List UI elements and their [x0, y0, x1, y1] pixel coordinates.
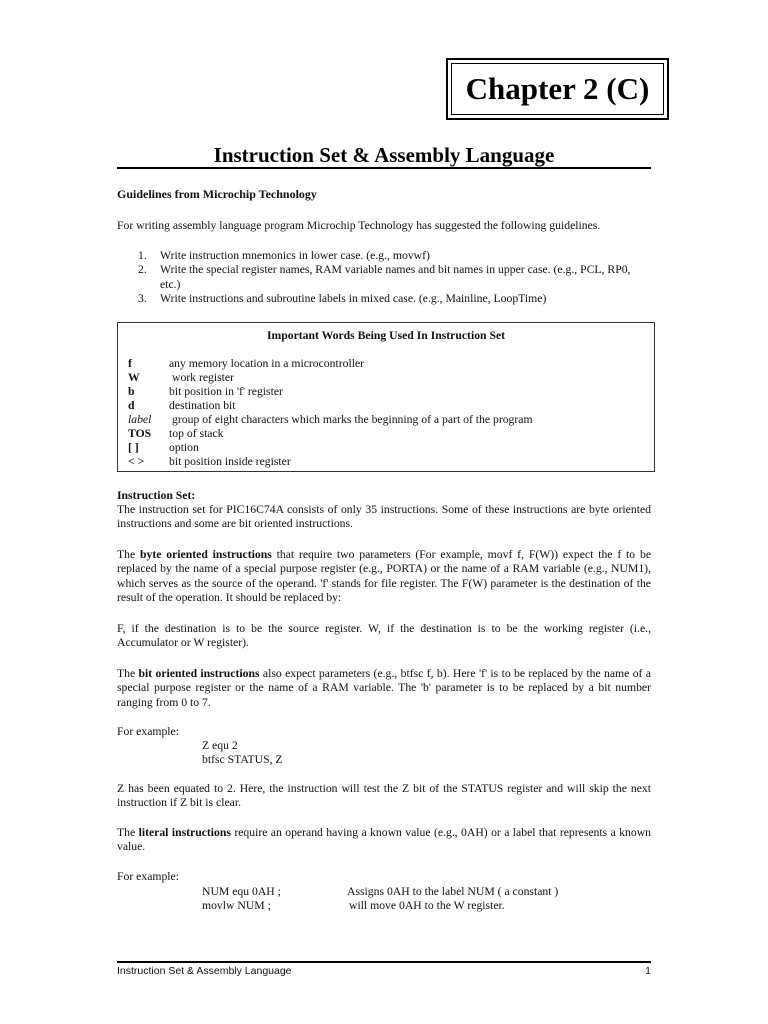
destination-paragraph: F, if the destination is to be the source register. W, if the destination is to be the working register (i.e., Accumulator or W register).: [117, 622, 651, 650]
code-line: movlw NUM ;: [202, 899, 271, 913]
code-row: [117, 885, 651, 899]
example-label: For example:: [117, 725, 179, 738]
list-item-number: 1.: [138, 249, 147, 262]
word-meaning: work register: [172, 371, 234, 384]
paragraph-bold-term: byte oriented instructions: [140, 548, 272, 561]
instruction-set-intro: The instruction set for PIC16C74A consists of only 35 instructions. Some of these instructions are byte oriented instructions and some are bit oriented instructions.: [117, 503, 651, 531]
paragraph-text: The: [117, 826, 139, 839]
word-term: b: [128, 385, 135, 398]
example-label: For example:: [117, 870, 179, 883]
paragraph-text: The: [117, 667, 139, 680]
code-line: NUM equ 0AH ;: [202, 885, 281, 898]
word-row: [128, 441, 648, 455]
word-term: TOS: [128, 427, 152, 440]
title-underline: [117, 167, 651, 169]
literal-paragraph: [117, 826, 651, 855]
word-term: < >: [128, 455, 145, 468]
word-row: [128, 413, 648, 427]
example-explanation: Z has been equated to 2. Here, the instruction will test the Z bit of the STATUS register and will skip the next instruction if Z bit is clear.: [117, 782, 651, 810]
paragraph-text: The: [117, 548, 141, 561]
word-row: [128, 385, 648, 399]
word-meaning: option: [169, 441, 199, 454]
code-example: [202, 739, 283, 768]
list-item-text: Write the special register names, RAM variable names and bit names in upper case. (e.g., PCL, RP0, etc.): [160, 263, 631, 291]
list-item-text: Write instructions and subroutine labels in mixed case. (e.g., Mainline, LoopTime): [160, 291, 547, 305]
code-example: [117, 885, 651, 914]
guidelines-intro: For writing assembly language program Microchip Technology has suggested the following guidelines.: [117, 219, 601, 232]
chapter-box: [446, 58, 669, 120]
word-meaning: bit position in 'f' register: [169, 385, 283, 398]
list-item-number: 3.: [138, 291, 147, 305]
code-line: Z equ 2: [202, 739, 238, 752]
list-item-number: 2.: [138, 263, 147, 277]
footer-title: Instruction Set & Assembly Language: [117, 965, 292, 977]
code-row: [117, 899, 651, 913]
code-comment: Assigns 0AH to the label NUM ( a constant ): [347, 885, 559, 898]
byte-oriented-paragraph: [117, 548, 651, 605]
paragraph-text: that require two parameters (For example, movf f, F(W)) expect the f to be replaced by the name of a special purpose register (e.g., PORTA) or the name of a RAM variable (e.g., NUM1), which serves as the source of the operand. 'f' stands for file register. The F(W) parameter is the destination of the result of the operation. It should be replaced by:: [117, 548, 652, 604]
important-words-box: [117, 322, 655, 472]
word-row: [128, 455, 648, 469]
word-row: [128, 399, 648, 413]
word-row: [128, 427, 648, 441]
guidelines-heading: Guidelines from Microchip Technology: [117, 187, 317, 201]
paragraph-text: require an operand having a known value (e.g., 0AH) or a label that represents a known value.: [117, 826, 651, 854]
paragraph-bold-term: bit oriented instructions: [138, 667, 260, 680]
list-item: [117, 263, 651, 292]
word-meaning: group of eight characters which marks the beginning of a part of the program: [172, 413, 533, 426]
word-term: f: [128, 357, 132, 370]
list-item: [117, 249, 651, 263]
word-meaning: top of stack: [169, 427, 224, 440]
word-meaning: destination bit: [169, 399, 236, 412]
important-words-heading: Important Words Being Used In Instruction Set: [266, 329, 506, 342]
code-line: btfsc STATUS, Z: [202, 753, 283, 767]
word-term: [ ]: [128, 441, 139, 454]
list-item: [117, 292, 651, 306]
instruction-set-heading: Instruction Set:: [117, 489, 196, 502]
bit-oriented-paragraph: [117, 667, 651, 710]
chapter-label: Chapter 2 (C): [451, 63, 664, 115]
word-meaning: bit position inside register: [169, 455, 291, 468]
word-row: [128, 357, 648, 371]
paragraph-bold-term: literal instructions: [138, 826, 231, 839]
important-words-list: [128, 357, 648, 469]
word-term: W: [128, 371, 140, 384]
word-term: d: [128, 399, 135, 412]
code-comment: will move 0AH to the W register.: [349, 899, 505, 913]
list-item-text: Write instruction mnemonics in lower case. (e.g., movwf): [160, 249, 430, 262]
word-meaning: any memory location in a microcontroller: [169, 357, 365, 370]
paragraph-text: also expect parameters (e.g., btfsc f, b). Here 'f' is to be replaced by the name of a special purpose register or the name of a RAM variable. The 'b' parameter is to be replaced by a bit number ranging from 0 to 7.: [117, 667, 651, 709]
page-title: Instruction Set & Assembly Language: [213, 143, 555, 167]
guidelines-list: [117, 249, 651, 306]
page-number: 1: [645, 965, 651, 977]
word-row: [128, 371, 648, 385]
word-term: label: [128, 413, 152, 426]
footer-rule: [117, 961, 651, 963]
